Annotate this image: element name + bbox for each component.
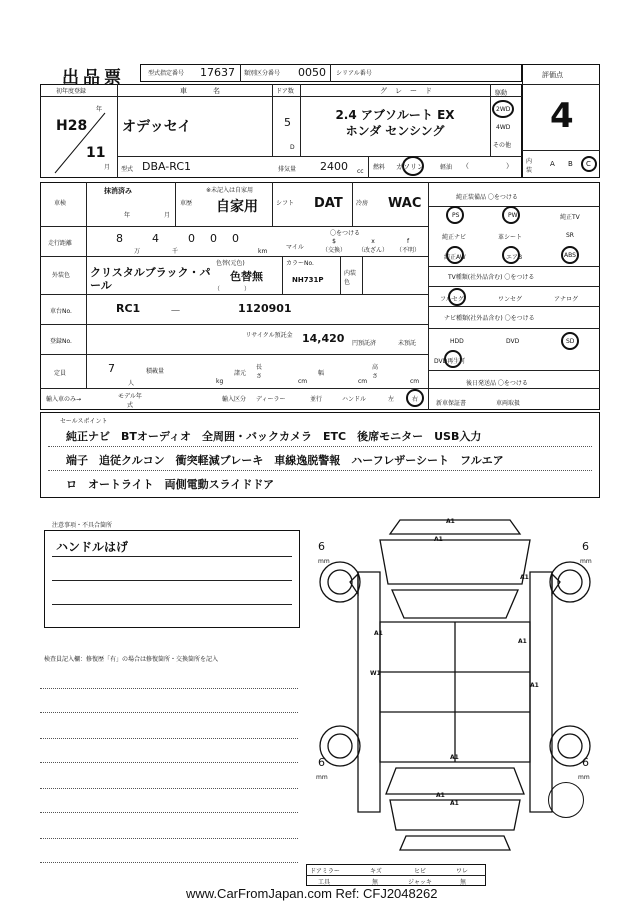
inspection-year-unit: 年 xyxy=(124,212,131,219)
tv-fullseg-circle xyxy=(448,288,466,306)
notes-line-1: ハンドルはげ xyxy=(56,540,129,554)
legend-value-1: 無 xyxy=(372,879,379,886)
mileage-sen: 千 xyxy=(172,248,179,255)
notes-label: 注意事項・不具合箇所 xyxy=(52,522,113,529)
chassis-dash: － xyxy=(170,304,181,317)
ac: WAC xyxy=(388,196,422,211)
chassis-label: 車台No. xyxy=(50,308,72,315)
inspection: 抹消済み xyxy=(104,187,132,195)
after-warranty: 新車保証書 xyxy=(436,400,467,407)
model-year-label: モデル年式 xyxy=(118,393,142,409)
tv-fullseg: フルセグ xyxy=(440,296,464,303)
reg-month: 11 xyxy=(86,145,106,161)
serial-label: シリアル番号 xyxy=(336,70,372,77)
damage-mark-right-front: A1 xyxy=(520,574,529,581)
model-label: 型式 xyxy=(121,166,134,173)
interior-grade-c: C xyxy=(586,160,591,168)
history: 自家用 xyxy=(216,199,258,215)
dvd-play: DVD再生可 xyxy=(434,358,466,365)
inspection-label: 車検 xyxy=(54,200,67,207)
tire-unit-front-left: mm xyxy=(318,558,330,565)
reg-year: H28 xyxy=(56,118,88,134)
damage-mark-left-door: W1 xyxy=(370,670,381,677)
color-no: NH731P xyxy=(292,276,324,284)
navi-sd-circle xyxy=(561,332,579,350)
rating-value: 4 xyxy=(550,96,574,136)
model: DBA-RC1 xyxy=(142,160,192,173)
capacity-unit: 人 xyxy=(128,380,135,387)
fuel-gasoline-circle xyxy=(402,156,424,176)
sales-label: セールスポイント xyxy=(60,418,108,425)
mileage-opt-swap: $ （交換） xyxy=(322,238,347,254)
interior-c-circle xyxy=(581,156,597,172)
mileage-circle-note: 〇をつける xyxy=(330,230,361,237)
sales-line-1: 純正ナビ BTオーディオ 全周囲・バックカメラ ETC 後席モニター USB入力 xyxy=(66,430,482,443)
navi-hdd: HDD xyxy=(450,338,464,345)
equip-aw: 純正AW xyxy=(444,254,466,261)
damage-mark-right-rear: A1 xyxy=(530,682,539,689)
grade-line1: 2.4 アブソルート EX xyxy=(335,108,455,122)
chassis-prefix: RC1 xyxy=(116,302,141,315)
mileage-label: 走行距離 xyxy=(48,240,73,247)
tire-depth-front-right: 6 xyxy=(582,540,589,553)
interior-grade-a: A xyxy=(550,160,555,168)
width-label: 幅 xyxy=(318,370,325,377)
damage-mark-front-left: A1 xyxy=(374,630,383,637)
equip-airbag: エアB xyxy=(506,254,523,261)
legend-value-2: 無 xyxy=(460,879,467,886)
equip-leather: 革シート xyxy=(498,234,523,241)
legend-header-scratch: キズ xyxy=(370,868,382,875)
legend-value-tool: 工具 xyxy=(318,879,331,886)
length-label: 長さ xyxy=(256,364,263,380)
equip-ps: PS xyxy=(452,212,460,219)
navi-label: ナビ種類(社外品含む) 〇をつける xyxy=(444,315,535,322)
doors-label: ドア数 xyxy=(276,88,294,95)
ac-label: 冷房 xyxy=(356,200,369,207)
spare-tire-circle xyxy=(548,782,584,818)
tire-depth-front-left: 6 xyxy=(318,540,325,553)
month-suffix: 月 xyxy=(104,164,111,171)
first-reg-label: 初年度登録 xyxy=(56,88,87,95)
dims-label: 諸元 xyxy=(234,370,247,377)
capacity: 7 xyxy=(108,362,115,375)
tv-label: TV種類(社外品含む) 〇をつける xyxy=(448,274,535,281)
legend-value-jack: ジャッキ xyxy=(408,879,432,886)
sales-line-2: 端子 追従クルコン 衝突軽減ブレーキ 車線逸脱警報 ハーフレザーシート フルエア xyxy=(66,454,504,467)
equip-pw-circle xyxy=(502,206,520,224)
color: クリスタルブラック・パール xyxy=(90,266,211,292)
rating-label: 評価点 xyxy=(542,71,563,79)
model-designation: 17637 xyxy=(200,66,235,79)
tv-oneseg: ワンセグ xyxy=(498,296,523,303)
sales-line-3: ロ オートライト 両側電動スライドドア xyxy=(66,478,275,491)
recycle-not: 未預託 xyxy=(398,340,417,347)
load-label: 積載量 xyxy=(146,368,165,375)
doors: 5 xyxy=(284,116,291,129)
height-label: 高さ xyxy=(372,364,379,380)
reg-divider-slash xyxy=(50,108,110,178)
shift: DAT xyxy=(314,196,343,211)
handle-right-circle xyxy=(406,389,424,407)
tire-unit-front-right: mm xyxy=(580,558,592,565)
after-label: 後日発送品 〇をつける xyxy=(466,380,528,387)
length-unit: cm xyxy=(298,378,308,385)
mileage-opt-mile: マイル xyxy=(286,244,304,251)
tire-depth-rear-left: 6 xyxy=(318,756,325,769)
drive-2wd-circle xyxy=(492,100,514,118)
damage-mark-rear-window: A1 xyxy=(450,754,459,761)
car-name-label: 車名 xyxy=(180,87,246,95)
tire-depth-rear-right: 6 xyxy=(582,756,589,769)
equip-sr: SR xyxy=(566,232,574,239)
mileage-opt-tamper: x （改ざん） xyxy=(358,238,389,254)
drive-4wd: 4WD xyxy=(496,124,511,131)
damage-mark-right-door: A1 xyxy=(518,638,527,645)
mileage-km: km xyxy=(258,248,268,255)
car-diagram xyxy=(310,512,600,892)
fuel-paren-open: （ xyxy=(462,162,469,170)
handle-label: ハンドル xyxy=(342,396,367,403)
color-change: 色替無 xyxy=(230,270,263,283)
equip-abs: ABS xyxy=(564,252,576,259)
watermark: www.CarFromJapan.com Ref: CFJ2048262 xyxy=(186,886,438,901)
inspection-month-unit: 月 xyxy=(164,212,171,219)
equip-ps-circle xyxy=(446,206,464,224)
equip-navi: 純正ナビ xyxy=(442,234,467,241)
after-manual: 車両取扱 xyxy=(496,400,521,407)
form-title: 出品票 xyxy=(62,68,125,88)
legend-header-mirror: ドアミラー xyxy=(310,868,340,875)
damage-mark-front-bumper: A1 xyxy=(446,518,455,525)
mileage-digit-2: 4 xyxy=(152,232,159,245)
mileage-digit-5: 0 xyxy=(232,232,239,245)
load-unit: kg xyxy=(216,378,224,385)
dvd-play-circle xyxy=(444,350,462,368)
height-unit: cm xyxy=(410,378,420,385)
legend-header-break: ワレ xyxy=(456,868,469,875)
displacement: 2400 xyxy=(320,160,348,173)
car-name: オデッセイ xyxy=(122,119,192,135)
handle-right: 右 xyxy=(412,396,419,403)
navi-sd: SD xyxy=(566,338,575,345)
tv-analog: アナログ xyxy=(554,296,579,303)
displacement-label: 排気量 xyxy=(278,166,297,173)
fuel-label: 燃料 xyxy=(373,164,386,171)
light-oil-label: 軽油 xyxy=(440,164,453,171)
color-orig-label: 色替(元色) xyxy=(216,260,245,267)
inspector-label: 検査員記入欄：修復歴「有」の場合は修復箇所・交換箇所を記入 xyxy=(44,656,219,663)
reg-no-label: 登録No. xyxy=(50,338,72,345)
equip-airbag-circle xyxy=(502,246,523,264)
recycle-unit: 円預託済 xyxy=(352,340,377,347)
tire-unit-rear-left: mm xyxy=(316,774,328,781)
damage-mark-trunk: A1 xyxy=(450,800,459,807)
color-no-label: カラーNo. xyxy=(286,260,314,267)
mileage-opt-unknown: f （不明） xyxy=(396,238,421,254)
legend-header-crack: ヒビ xyxy=(414,868,427,875)
category-label: 類別区分番号 xyxy=(244,70,281,77)
equip-pw: PW xyxy=(508,212,518,219)
doors-suffix: D xyxy=(290,144,295,151)
header-box xyxy=(140,64,522,82)
damage-mark-rear-bumper: A1 xyxy=(436,792,445,799)
shift-label: シフト xyxy=(276,200,295,207)
equip-abs-circle xyxy=(561,246,579,264)
recycle-label: リサイクル預託金 xyxy=(245,332,293,339)
mileage-digit-4: 0 xyxy=(210,232,217,245)
drive-label: 駆動 xyxy=(495,90,508,97)
mileage-digit-1: 8 xyxy=(116,232,123,245)
navi-dvd: DVD xyxy=(506,338,520,345)
color-label: 外装色 xyxy=(52,272,71,279)
damage-mark-hood: A1 xyxy=(434,536,443,543)
grade-line2: ホンダ センシング xyxy=(345,124,445,138)
model-designation-label: 型式指定番号 xyxy=(148,70,185,77)
equip-aw-circle xyxy=(446,246,464,264)
equip-tv: 純正TV xyxy=(560,214,580,221)
color-paren: （ ） xyxy=(214,286,251,293)
fuel-paren-close: ） xyxy=(506,162,513,170)
tire-unit-rear-right: mm xyxy=(578,774,590,781)
genuine-label: 純正装備品 〇をつける xyxy=(456,194,518,201)
interior-color-label: 内装色 xyxy=(344,270,357,286)
fuel: ガソリン xyxy=(396,163,424,171)
mileage-digit-3: 0 xyxy=(188,232,195,245)
width-unit: cm xyxy=(358,378,368,385)
capacity-label: 定員 xyxy=(54,370,67,377)
drive-2wd: 2WD xyxy=(496,106,511,113)
interior-grade-b: B xyxy=(568,160,573,168)
history-label: 車歴 xyxy=(180,200,193,207)
grade-label: グレード xyxy=(380,87,440,95)
year-suffix: 年 xyxy=(96,106,103,113)
history-note: ※未記入は自家用 xyxy=(206,187,254,194)
drive-other: その他 xyxy=(493,142,512,149)
import-label: 輸入車のみ→ xyxy=(46,396,82,403)
mileage-man: 万 xyxy=(134,248,141,255)
interior-label: 内装 xyxy=(526,158,533,174)
cc-unit: cc xyxy=(357,168,364,175)
chassis-no: 1120901 xyxy=(238,302,292,315)
import-class-label: 輸入区分 xyxy=(222,396,247,403)
handle-left: 左 xyxy=(388,396,395,403)
import-parallel: 並行 xyxy=(310,396,323,403)
recycle-amount: 14,420 xyxy=(302,332,345,345)
category: 0050 xyxy=(298,66,326,79)
import-dealer: ディーラー xyxy=(256,396,286,403)
